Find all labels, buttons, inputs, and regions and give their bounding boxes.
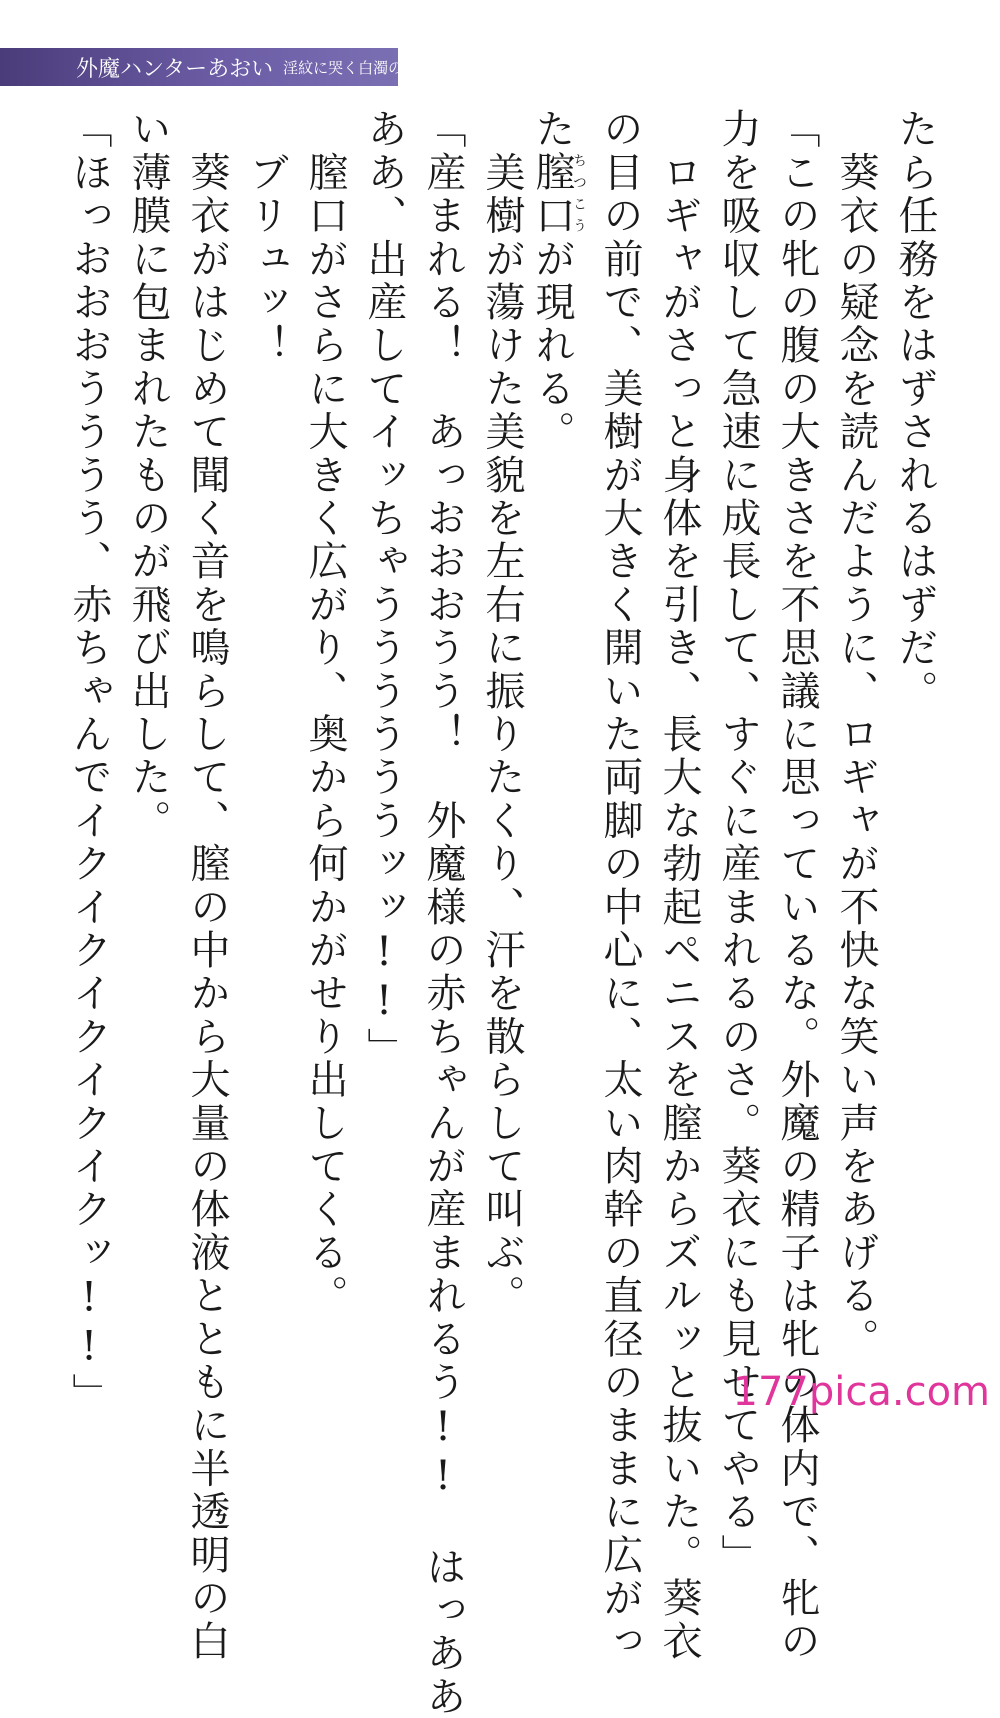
text-column-7-rest: が現れる。 <box>529 237 575 454</box>
text-column-9: 「産まれる！ あっおおおうう！ 外魔様の赤ちゃんが産まれるう!! はっああ <box>420 108 466 1718</box>
text-column-6: の目の前で、美樹が大きく開いた両脚の中心に、太い肉幹の直径のままに広がっ <box>597 108 643 1664</box>
text-column-8: 美樹が蕩けた美貌を左右に振りたくり、汗を散らして叫ぶ。 <box>479 108 525 1318</box>
text-column-5: ロギャがさっと身体を引き、長大な勃起ペニスを膣からズルッと抜いた。葵衣 <box>656 108 702 1664</box>
text-column-14: い薄膜に包まれたものが飛び出した。 <box>125 108 171 843</box>
text-column-7-ruby-start: た <box>529 108 575 152</box>
text-column-4: 力を吸収して急速に成長して、すぐに産まれるのさ。葵衣にも見せてやる」 <box>715 108 761 1577</box>
ruby-reading: ちつこう <box>571 151 587 238</box>
site-watermark: 177pica.com <box>732 1369 990 1415</box>
text-column-10: ああ、出産してイッちゃううううううッッ!!」 <box>361 108 407 1071</box>
text-column-2: 葵衣の疑念を読んだように、ロギャが不快な笑い声をあげる。 <box>833 108 879 1361</box>
text-column-15: 「ほっおおおうううう、赤ちゃんでイクイクイクイクイクッ!!」 <box>66 108 112 1416</box>
text-column-12: ブリュッ！ <box>243 108 289 368</box>
text-column-7 <box>529 108 587 454</box>
book-subtitle: 淫紋に哭く白濁の夜 <box>283 58 419 77</box>
text-column-3: 「この牝の腹の大きさを不思議に思っているな。外魔の精子は牝の体内で、牝の <box>774 108 820 1664</box>
chapter-header-bar <box>0 48 419 86</box>
text-column-1: たら任務をはずされるはずだ。 <box>892 108 938 713</box>
book-title: 外魔ハンターあおい <box>76 56 274 82</box>
ruby-annotation <box>529 151 587 238</box>
text-column-11: 膣口がさらに大きく広がり、奥から何かがせり出してくる。 <box>302 108 348 1318</box>
ruby-base: 膣口 <box>529 151 575 238</box>
text-column-13: 葵衣がはじめて聞く音を鳴らして、膣の中から大量の体液とともに半透明の白 <box>184 108 230 1664</box>
